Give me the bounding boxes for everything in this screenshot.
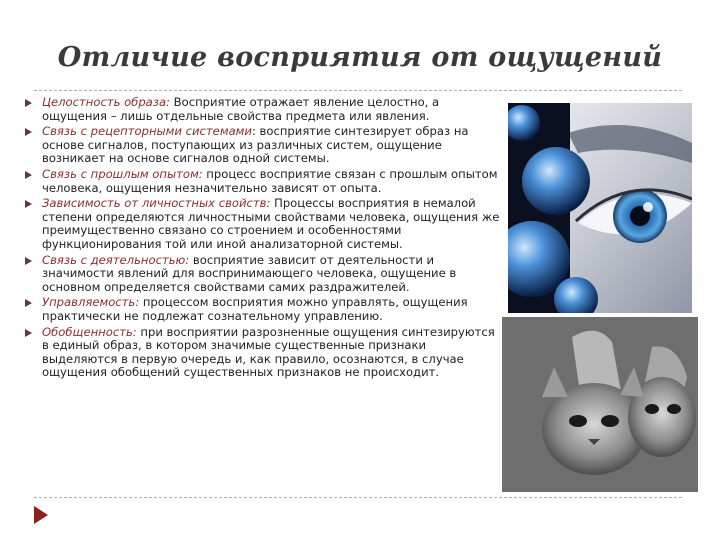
triangle-bullet-icon bbox=[25, 171, 32, 179]
list-item bbox=[22, 296, 502, 323]
cats-photo bbox=[502, 317, 698, 492]
item-term: Управляемость: bbox=[42, 295, 140, 310]
play-arrow-icon[interactable] bbox=[34, 506, 48, 524]
triangle-bullet-icon bbox=[25, 99, 32, 107]
bullet-list bbox=[22, 96, 502, 382]
list-item bbox=[22, 197, 502, 251]
item-text: Восприятие отражает явление целостно, а ощущения – лишь отдельные свойства предмета или явления. bbox=[42, 95, 440, 123]
triangle-bullet-icon bbox=[25, 257, 32, 265]
list-item bbox=[22, 125, 502, 166]
triangle-bullet-icon bbox=[25, 299, 32, 307]
item-text: восприятие зависит от деятельности и значимости явлений для воспринимающего человека, ощущение в основном определяется свойствами самих раздражителей. bbox=[42, 252, 457, 294]
item-text: при восприятии разрозненные ощущения синтезируются в единый образ, в котором значимые существенные признаки выделяются в первую очередь и, как правило, осознаются, в случае ощущения обобщений существенных признаков не происходит. bbox=[42, 324, 495, 380]
list-item bbox=[22, 96, 502, 123]
title-divider bbox=[34, 90, 682, 91]
item-term: Связь с деятельностью: bbox=[42, 252, 190, 267]
list-item bbox=[22, 254, 502, 295]
item-term: Связь с прошлым опытом: bbox=[42, 166, 203, 181]
item-term: Зависимость от личностных свойств: bbox=[42, 196, 271, 211]
list-item bbox=[22, 168, 502, 195]
item-term: Целостность образа: bbox=[42, 95, 170, 109]
item-text: процесс восприятие связан с прошлым опытом человека, ощущения незначительно зависят от опыта. bbox=[42, 166, 498, 195]
item-term: Обобщенность: bbox=[42, 324, 137, 339]
triangle-bullet-icon bbox=[25, 128, 32, 136]
slide-title: Отличие восприятия от ощущений bbox=[57, 42, 663, 73]
item-text: : восприятие синтезирует образ на основе сигналов, поступающих из различных систем, ощущение возникает на основе сигналов одной системы. bbox=[42, 124, 469, 166]
item-text: Процессы восприятия в немалой степени определяются личностными свойствами человека, ощущения же преимущественно связано со строением и особенностями функционирования той или иной анализаторной системы. bbox=[42, 196, 500, 251]
footer-divider bbox=[34, 497, 682, 498]
item-term: Связь с рецепторными системами bbox=[42, 124, 252, 139]
triangle-bullet-icon bbox=[25, 329, 32, 337]
triangle-bullet-icon bbox=[25, 200, 32, 208]
list-item bbox=[22, 326, 502, 380]
item-text: процессом восприятия можно управлять, ощущения практически не подлежат сознательному управлению. bbox=[42, 295, 468, 323]
eye-photo bbox=[508, 103, 692, 313]
